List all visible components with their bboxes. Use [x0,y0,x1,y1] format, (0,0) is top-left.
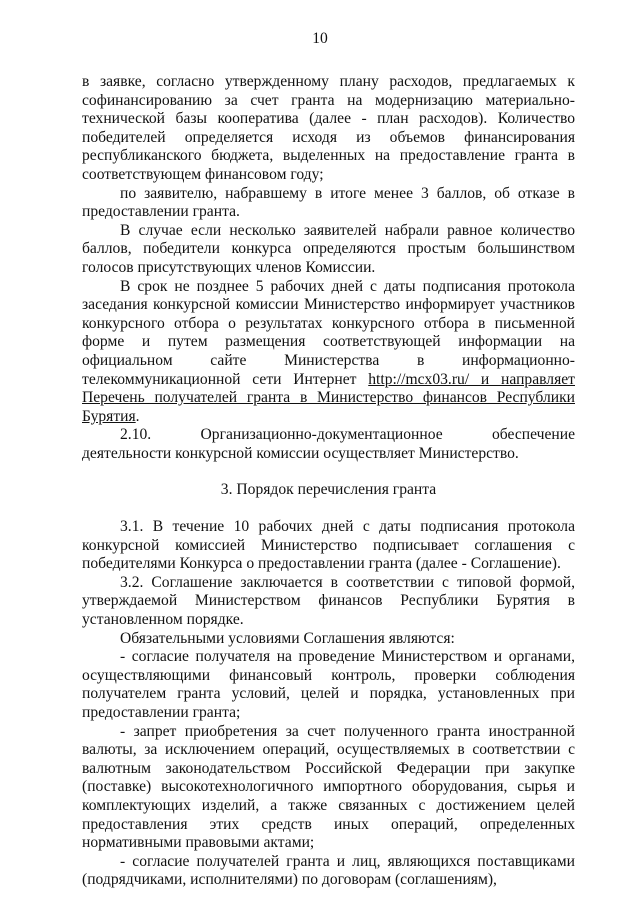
paragraph: 3.2. Соглашение заключается в соответствии с типовой формой, утверждаемой Министерством финансов Республики Бурятия в установленном порядке. [82,573,575,629]
paragraph: по заявителю, набравшему в итоге менее 3 баллов, об отказе в предоставлении гранта. [82,184,575,221]
list-item: - согласие получателя на проведение Министерством и органами, осуществляющими финансовый контроль, проверки соблюдения получателем гранта условий, целей и порядка, установленных при предоставлении гранта; [82,648,575,721]
list-item: - запрет приобретения за счет полученного гранта иностранной валюты, за исключением операций, осуществляемых в соответствии с валютным законодательством Российской Федерации при закупке (поставке) высокотехнологичного импортного оборудования, сырья и комплектующих изделий, а также связанных с достижением целей предоставления этих средств иных операций, определенных нормативными правовыми актами; [82,722,575,852]
paragraph-text: . [135,407,140,425]
website-link[interactable]: http://mcx03.ru/ и направляет Перечень получателей гранта в Министерство финансов Республики Бурятия [82,370,575,425]
list-item: - согласие получателей гранта и лиц, являющихся поставщиками (подрядчиками, исполнителями) по договорам (соглашениям), [82,852,575,889]
paragraph-text: В срок не позднее 5 рабочих дней с даты подписания протокола заседания конкурсной комиссии Министерство информирует участников конкурсного отбора о результатах конкурсного отбора в письменной форме и путем размещения соответствующей информации на официальном сайте Министерства в информационно-телекоммуникационной сети Интернет [82,277,575,388]
paragraph: Обязательными условиями Соглашения являются: [120,629,455,647]
paragraph [82,278,575,427]
paragraph: в заявке, согласно утвержденному плану расходов, предлагаемых к софинансированию за счет гранта на модернизацию материально-технической базы кооператива (далее - план расходов). Количество победителей определяется исходя из объемов финансирования республиканского бюджета, выделенных на предоставление гранта в соответствующем финансовом году; [82,73,575,183]
paragraph: 3.1. В течение 10 рабочих дней с даты подписания протокола конкурсной комиссией Министерство подписывает соглашения с победителями Конкурса о предоставлении гранта (далее - Соглашение). [82,518,575,573]
page-number: 10 [312,30,328,47]
section-heading: 3. Порядок перечисления гранта [220,481,437,499]
paragraph: 2.10. Организационно-документационное обеспечение деятельности конкурсной комиссии осуществляет Министерство. [82,426,575,462]
document-body [82,73,575,890]
paragraph: В случае если несколько заявителей набрали равное количество баллов, победители конкурса определяются простым большинством голосов присутствующих членов Комиссии. [82,221,575,276]
